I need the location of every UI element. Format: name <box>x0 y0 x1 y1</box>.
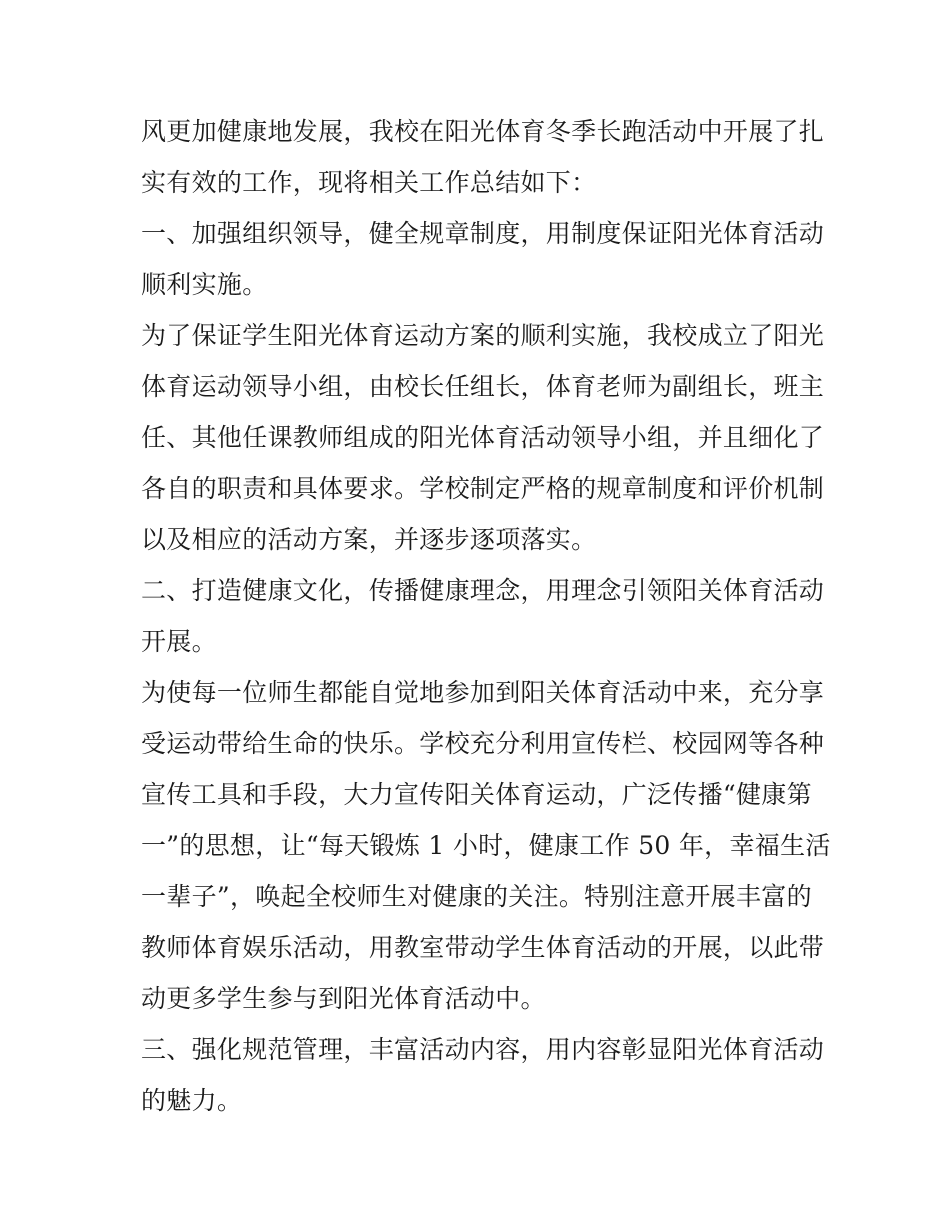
text-line: 为了保证学生阳光体育运动方案的顺利实施，我校成立了阳光 <box>141 321 825 350</box>
text-line: 实有效的工作，现将相关工作总结如下： <box>141 168 597 197</box>
text-line: 为使每一位师生都能自觉地参加到阳关体育活动中来，充分享 <box>141 678 825 707</box>
document-body <box>141 106 831 1126</box>
text-line: 体育运动领导小组，由校长任组长，体育老师为副组长，班主 <box>141 372 825 401</box>
section-heading-2-cont: 开展。 <box>141 627 217 656</box>
text-line: 受运动带给生命的快乐。学校充分利用宣传栏、校园网等各种 <box>141 729 825 758</box>
text-line: 以及相应的活动方案，并逐步逐项落实。 <box>141 525 597 554</box>
section-heading-1-cont: 顺利实施。 <box>141 270 268 299</box>
text-line: 一”的思想，让“每天锻炼 1 小时，健康工作 50 年，幸福生活 <box>141 831 831 860</box>
section-heading-1: 一、加强组织领导，健全规章制度，用制度保证阳光体育活动 <box>141 219 825 248</box>
text-line: 教师体育娱乐活动，用教室带动学生体育活动的开展，以此带 <box>141 933 825 962</box>
text-line: 一辈子”，唤起全校师生对健康的关注。特别注意开展丰富的 <box>141 882 812 911</box>
text-line: 动更多学生参与到阳光体育活动中。 <box>141 984 546 1013</box>
text-line: 任、其他任课教师组成的阳光体育活动领导小组，并且细化了 <box>141 423 825 452</box>
text-line: 各自的职责和具体要求。学校制定严格的规章制度和评价机制 <box>141 474 825 503</box>
text-line: 风更加健康地发展，我校在阳光体育冬季长跑活动中开展了扎 <box>141 117 825 146</box>
text-line: 宣传工具和手段，大力宣传阳关体育运动，广泛传播“健康第 <box>141 780 812 809</box>
section-heading-3: 三、强化规范管理，丰富活动内容，用内容彰显阳光体育活动 <box>141 1035 825 1064</box>
section-heading-3-cont: 的魅力。 <box>141 1086 243 1115</box>
section-heading-2: 二、打造健康文化，传播健康理念，用理念引领阳关体育活动 <box>141 576 825 605</box>
